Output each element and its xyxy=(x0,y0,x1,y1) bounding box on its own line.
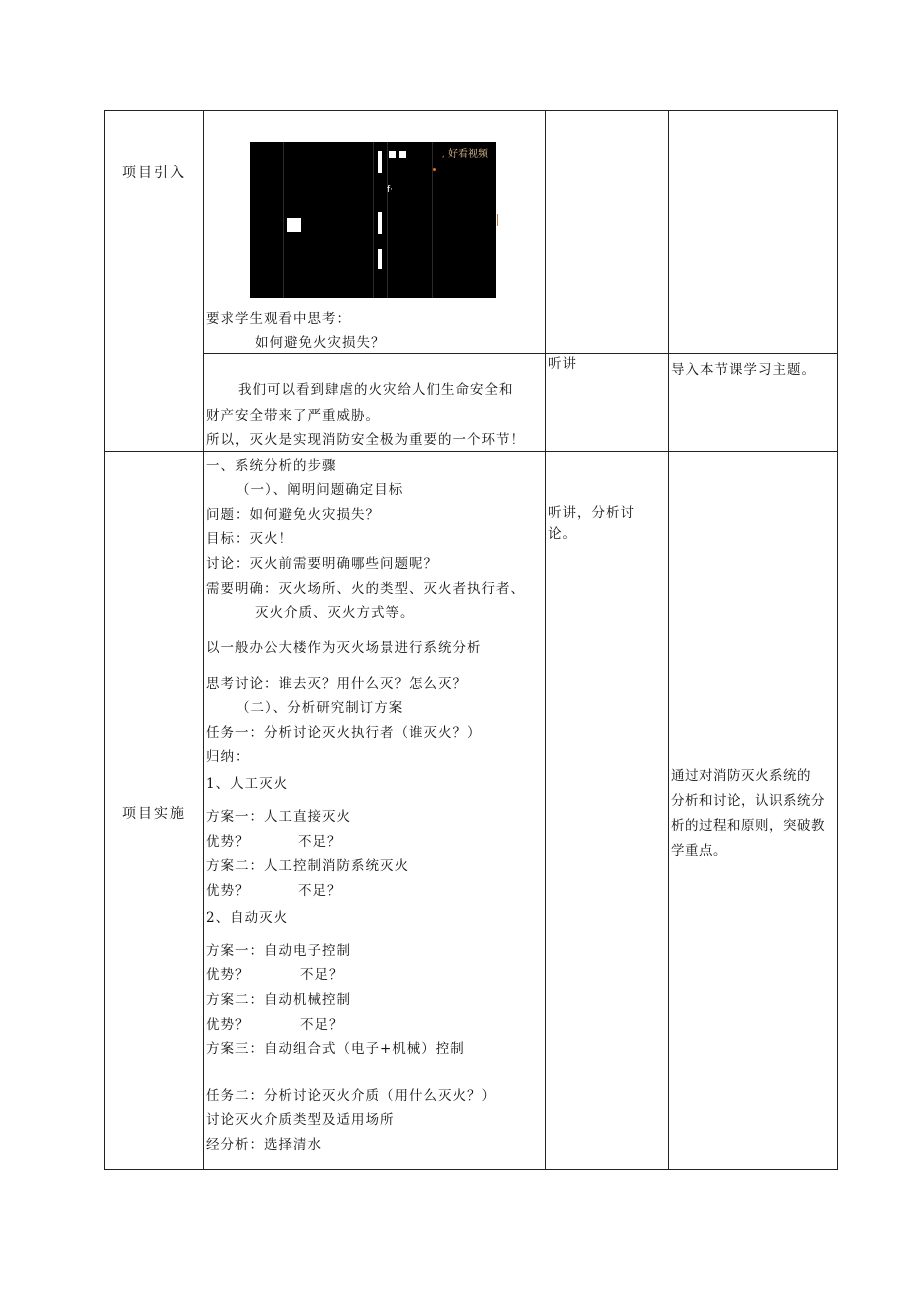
video-stripe xyxy=(432,142,433,298)
content-line: 需要明确：灭火场所、火的类型、灭火者执行者、 xyxy=(206,581,525,597)
intro-content-line: 所以，灭火是实现消防安全极为重要的一个环节！ xyxy=(206,432,525,448)
content-line: 不足？ xyxy=(298,883,342,899)
video-overlay-text: f· xyxy=(387,185,394,195)
row-divider-2 xyxy=(104,451,838,452)
content-line: 不足？ xyxy=(298,834,342,850)
content-line: 1、人工灭火 xyxy=(206,776,289,792)
student-activity-line: 论。 xyxy=(548,526,577,542)
subsection-heading: （一）、阐明问题确定目标 xyxy=(236,482,404,498)
content-line: 方案一：自动电子控制 xyxy=(206,943,351,959)
content-line: 方案三：自动组合式（电子+机械）控制 xyxy=(206,1041,465,1057)
content-line: 任务二：分析讨论灭火介质（用什么灭火？） xyxy=(206,1088,496,1104)
intro-prompt: 要求学生观看中思考： xyxy=(206,311,351,327)
subsection-heading: （二）、分析研究制订方案 xyxy=(236,700,404,716)
video-light-bar xyxy=(378,249,382,269)
content-line: 2、自动灭火 xyxy=(206,910,289,926)
video-stripe xyxy=(283,142,284,298)
content-line: 讨论灭火介质类型及适用场所 xyxy=(206,1112,395,1128)
content-line: 问题：如何避免火灾损失？ xyxy=(206,507,380,523)
intro-question: 如何避免火灾损失？ xyxy=(255,335,386,351)
column-divider-3 xyxy=(668,110,669,1169)
content-line: 方案二：人工控制消防系统灭火 xyxy=(206,858,409,874)
video-player[interactable] xyxy=(250,142,496,298)
student-activity-line: 听讲，分析讨 xyxy=(548,505,635,521)
video-light-bar xyxy=(378,151,382,173)
content-line: 不足？ xyxy=(300,967,344,983)
table-border-top xyxy=(104,110,838,111)
content-line: 灭火介质、灭火方式等。 xyxy=(255,605,415,621)
video-light-bar xyxy=(378,212,382,234)
design-intent-line: 分析和讨论，认识系统分 xyxy=(671,793,825,809)
content-line: 方案二：自动机械控制 xyxy=(206,992,351,1008)
table-border-bottom xyxy=(104,1169,838,1170)
video-light-block xyxy=(287,218,301,232)
design-intent-line: 析的过程和原则，突破教 xyxy=(671,818,825,834)
intro-content-line: 财产安全带来了严重威胁。 xyxy=(206,408,380,424)
content-line: 思考讨论：谁去灭？用什么灭？怎么灭？ xyxy=(206,676,467,692)
video-orange-dot xyxy=(433,168,436,171)
video-light-square xyxy=(389,151,396,158)
video-light-square xyxy=(399,151,406,158)
intro-content-line: 我们可以看到肆虐的火灾给人们生命安全和 xyxy=(238,382,514,398)
content-line: 优势？ xyxy=(206,1017,250,1033)
row-divider-1 xyxy=(203,353,838,354)
video-stripe xyxy=(387,142,388,298)
content-line: 讨论：灭火前需要明确哪些问题呢？ xyxy=(206,556,438,572)
video-edge-mark xyxy=(497,214,498,226)
section-heading: 一、系统分析的步骤 xyxy=(206,458,337,474)
content-line: 任务一：分析讨论灭火执行者（谁灭火？） xyxy=(206,725,482,741)
table-border-left xyxy=(104,110,105,1169)
content-line: 不足？ xyxy=(300,1017,344,1033)
video-watermark: , 好看视频 xyxy=(441,149,488,160)
content-line: 优势？ xyxy=(206,834,250,850)
content-line: 归纳： xyxy=(206,749,250,765)
content-line: 方案一：人工直接灭火 xyxy=(206,809,351,825)
design-intent-intro: 导入本节课学习主题。 xyxy=(671,362,816,378)
content-line: 优势？ xyxy=(206,883,250,899)
content-line: 目标：灭火！ xyxy=(206,531,293,547)
table-border-right xyxy=(837,110,838,1169)
column-divider-1 xyxy=(203,110,204,1169)
design-intent-line: 通过对消防灭火系统的 xyxy=(671,768,811,784)
row-label-intro: 项目引入 xyxy=(122,165,186,181)
student-activity-intro: 听讲 xyxy=(548,356,577,372)
content-line: 经分析：选择清水 xyxy=(206,1137,322,1153)
video-stripe xyxy=(373,142,374,298)
content-line: 以一般办公大楼作为灭火场景进行系统分析 xyxy=(206,640,482,656)
row-label-implementation: 项目实施 xyxy=(122,806,186,822)
design-intent-line: 学重点。 xyxy=(671,843,727,859)
content-line: 优势？ xyxy=(206,967,250,983)
column-divider-2 xyxy=(545,110,546,1169)
